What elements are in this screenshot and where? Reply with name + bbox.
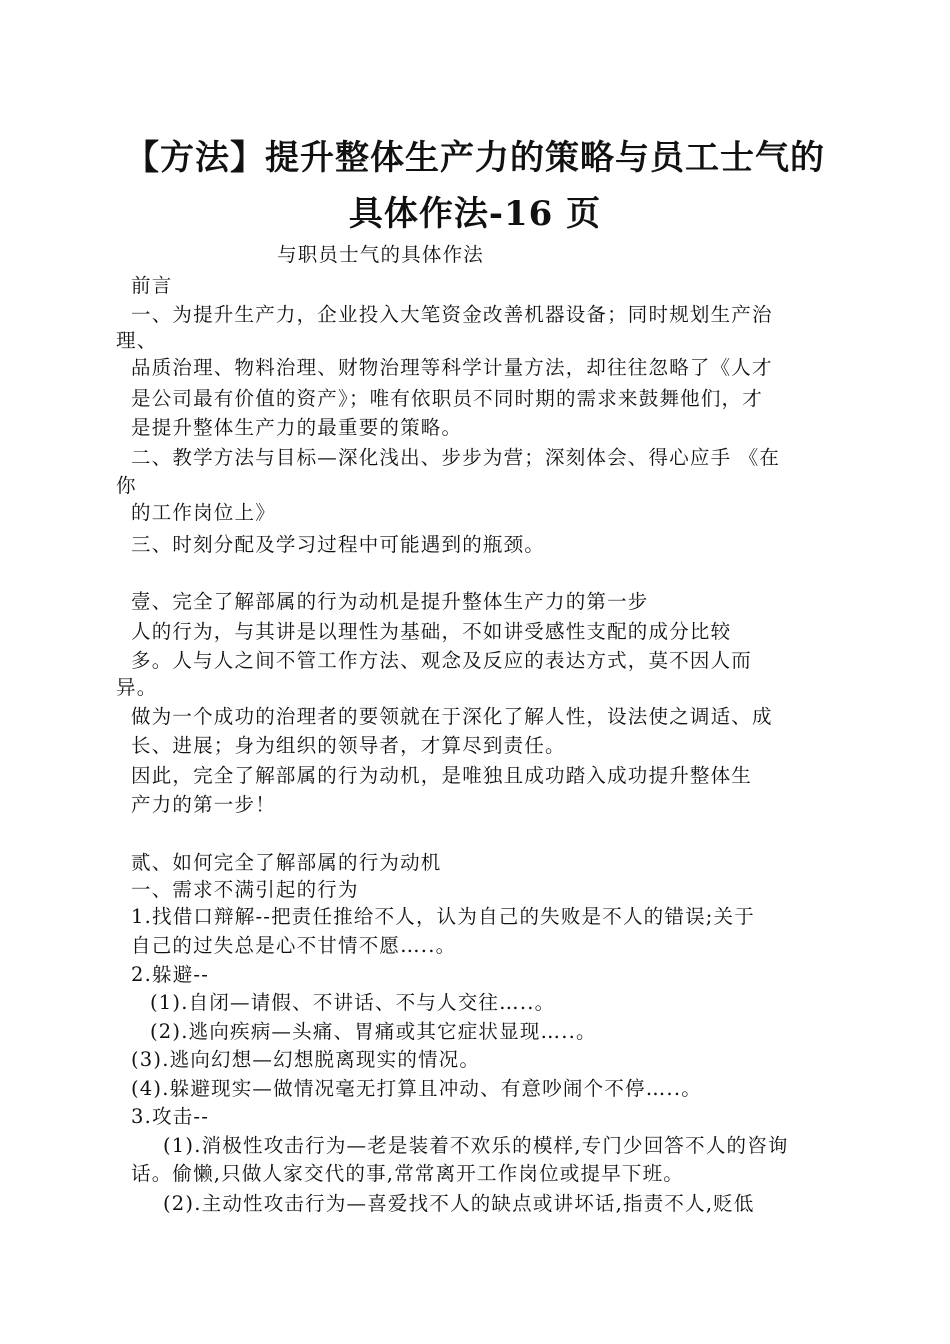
list-item: 自己的过失总是心不甘情不愿…..。 xyxy=(131,934,457,957)
list-item: (1).消极性攻击行为—老是装着不欢乐的模样,专门少回答不人的咨询 xyxy=(163,1134,789,1157)
paragraph-line: 是公司最有价值的资产》；唯有依职员不同时期的需求来鼓舞他们，才 xyxy=(131,387,763,410)
paragraph-line: 一、为提升生产力，企业投入大笔资金改善机器设备；同时规划生产治 xyxy=(131,303,773,326)
paragraph-line: 三、时刻分配及学习过程中可能遇到的瓶颈。 xyxy=(131,533,546,556)
list-item: 3.攻击-- xyxy=(131,1105,209,1128)
paragraph-line: 是提升整体生产力的最重要的策略。 xyxy=(131,416,463,439)
list-item: (3).逃向幻想—幻想脱离现实的情况。 xyxy=(131,1048,481,1071)
paragraph-line: 理、 xyxy=(116,329,158,352)
paragraph-line: 人的行为，与其讲是以理性为基础，不如讲受感性支配的成分比较 xyxy=(131,620,732,643)
document-title-line-2: 具体作法-16 页 xyxy=(348,194,602,234)
subsection-heading: 一、需求不满引起的行为 xyxy=(131,878,359,901)
paragraph-line: 异。 xyxy=(116,676,158,699)
paragraph-line: 因此，完全了解部属的行为动机，是唯独且成功踏入成功提升整体生 xyxy=(131,764,753,787)
paragraph-line: 的工作岗位上》 xyxy=(131,501,276,524)
list-item: (4).躲避现实—做情况毫无打算且冲动、有意吵闹个不停…..。 xyxy=(131,1077,702,1100)
list-item: (2).逃向疾病—头痛、胃痛或其它症状显现…..。 xyxy=(150,1020,597,1043)
list-item: (2).主动性攻击行为—喜爱找不人的缺点或讲坏话,指责不人,贬低 xyxy=(163,1192,755,1215)
section-heading: 壹、完全了解部属的行为动机是提升整体生产力的第一步 xyxy=(131,590,649,613)
paragraph-line: 你 xyxy=(116,474,137,497)
paragraph-line: 二、教学方法与目标—深化浅出、步步为营；深刻体会、得心应手 《在 xyxy=(131,446,781,469)
paragraph-line: 品质治理、物料治理、财物治理等科学计量方法，却往往忽略了《人才 xyxy=(131,356,773,379)
list-item: (1).自闭—请假、不讲话、不与人交往…..。 xyxy=(150,991,556,1014)
list-item: 2.躲避-- xyxy=(131,963,209,986)
section-heading: 前言 xyxy=(131,274,173,297)
list-item: 话。偷懒,只做人家交代的事,常常离开工作岗位或提早下班。 xyxy=(131,1162,684,1185)
document-title-line-1: 【方法】提升整体生产力的策略与员工士气的 xyxy=(125,138,825,178)
paragraph-line: 产力的第一步！ xyxy=(131,793,276,816)
document-subtitle: 与职员士气的具体作法 xyxy=(277,243,485,266)
section-heading: 贰、如何完全了解部属的行为动机 xyxy=(131,851,442,874)
paragraph-line: 长、进展；身为组织的领导者，才算尽到责任。 xyxy=(131,734,566,757)
list-item: 1.找借口辩解--把责任推给不人，认为自己的失败是不人的错误;关于 xyxy=(131,905,755,928)
paragraph-line: 做为一个成功的治理者的要领就在于深化了解人性，设法使之调适、成 xyxy=(131,705,773,728)
paragraph-line: 多。人与人之间不管工作方法、观念及反应的表达方式，莫不因人而 xyxy=(131,649,753,672)
